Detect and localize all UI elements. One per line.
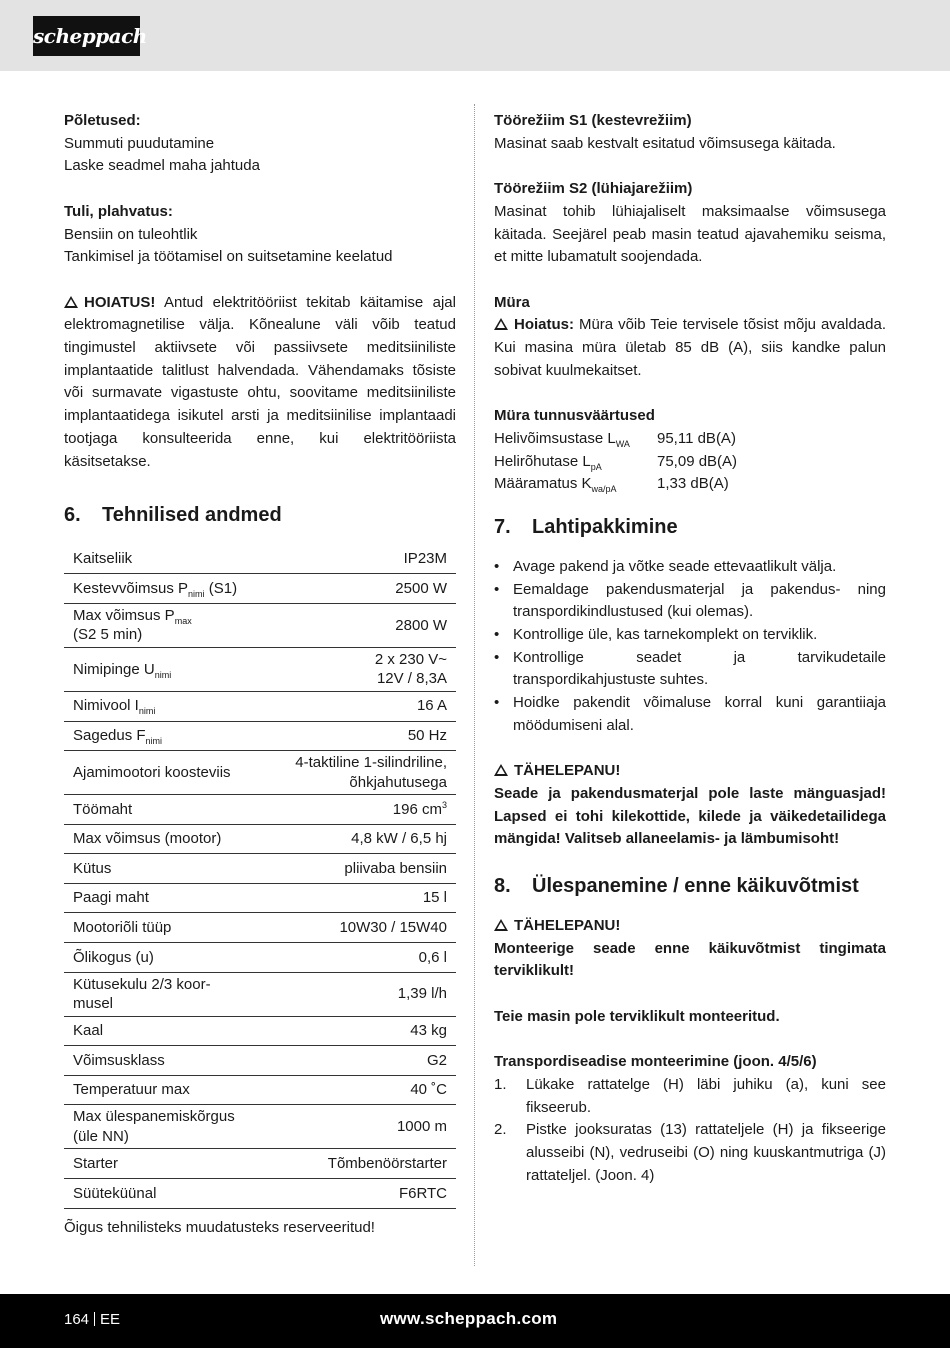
s1-text: Masinat saab kestvalt esitatud võimsusega käitada. [494, 134, 836, 152]
spec-label: Võimsusklass [64, 1046, 267, 1076]
noise-title: Müra [494, 293, 530, 311]
spec-row [64, 647, 456, 691]
spec-value: 2500 W [267, 574, 456, 604]
spec-row [64, 972, 456, 1016]
left-column [64, 110, 456, 1239]
not-assembled: Teie masin pole terviklikult monteeritud. [494, 1007, 780, 1025]
spec-row [64, 1105, 456, 1149]
spec-value: 4-taktiline 1-silindriline, õhkjahutusega [267, 751, 456, 795]
spec-label: Nimipinge $U_{nimi}$ [64, 647, 267, 691]
noise-label: Helivõimsustase $L_{WA}$ [494, 429, 630, 449]
spec-row [64, 574, 456, 604]
warning-icon [494, 919, 508, 931]
attention-2-text: Monteerige seade enne käikuvõtmist tingimata terviklikult! [494, 939, 886, 980]
spec-value: 196 $cm^3$ [267, 795, 456, 825]
spec-value: 1,39 l/h [267, 972, 456, 1016]
spec-row [64, 1046, 456, 1076]
spec-row [64, 1149, 456, 1179]
noise-row [494, 451, 737, 474]
spec-label: Kaitseliik [64, 544, 267, 574]
emf-warning [64, 292, 456, 474]
spec-value: Tõmbenöörstarter [267, 1149, 456, 1179]
spec-label: Kütus [64, 854, 267, 884]
spec-label: Starter [64, 1149, 267, 1179]
spec-row [64, 1075, 456, 1105]
steps-list [494, 1074, 886, 1188]
spec-value: pliivaba bensiin [267, 854, 456, 884]
section-6-heading: 6. Tehnilised andmed [64, 504, 282, 527]
burns-line: Summuti puudutamine [64, 134, 215, 152]
website-url: www.scheppach.com [380, 1309, 558, 1328]
spec-row [64, 943, 456, 973]
spec-row [64, 1016, 456, 1046]
spec-label: Max võimsus (mootor) [64, 824, 267, 854]
list-item: 2. Pistke jooksuratas (13) rattateljele (H) ja fikseerige alusseibi (N), vedruseibi (O) ning kuuskantmutriga (J) rattateljel. (Joon. 4) [494, 1121, 886, 1184]
page-footer [0, 1294, 950, 1348]
noise-table [494, 428, 737, 496]
right-column [494, 110, 886, 1187]
spec-label: Temperatuur max [64, 1075, 267, 1105]
burns-line: Laske seadmel maha jahtuda [64, 157, 260, 175]
noise-row [494, 473, 737, 496]
spec-label: Mootoriõli tüüp [64, 913, 267, 943]
spec-label: Max ülespanemiskõrgus (üle NN) [64, 1105, 267, 1149]
spec-label: Õlikogus (u) [64, 943, 267, 973]
spec-value: 10W30 / 15W40 [267, 913, 456, 943]
s1-title: Töörežiim S1 (kestevrežiim) [494, 112, 692, 129]
noise-label: Määramatus $K_{wa/pA}$ [494, 475, 617, 495]
attention-2: TÄHELEPANU! [494, 915, 886, 938]
spec-label: Töömaht [64, 795, 267, 825]
noise-value: 1,33 dB(A) [657, 475, 729, 493]
page-number: 164 EE [64, 1311, 121, 1328]
noise-value: 95,11 dB(A) [657, 429, 736, 447]
transport-title: Transpordiseadise monteerimine (joon. 4/5/6) [494, 1053, 817, 1071]
noise-value: 75,09 dB(A) [657, 452, 738, 470]
fire-title: Tuli, plahvatus: [64, 202, 173, 220]
spec-row [64, 721, 456, 751]
attention-1-text: Seade ja pakendusmaterjal pole laste mänguasjad! Lapsed ei tohi kilekottide, kilede ja väikedetailidega mängida! Valitseb allaneelamis- ja lämbumisoht! [494, 784, 886, 848]
spec-label: Kütusekulu 2/3 koor- musel [64, 972, 267, 1016]
spec-label: Paagi maht [64, 883, 267, 913]
fire-line: Bensiin on tuleohtlik [64, 225, 198, 243]
list-item: • Kontrollige seadet ja tarvikudetaile transpordikahjustuste suhtes. [494, 647, 886, 692]
spec-value: 15 l [267, 883, 456, 913]
spec-value: 50 Hz [267, 721, 456, 751]
spec-value: F6RTC [267, 1179, 456, 1209]
spec-row [64, 913, 456, 943]
attention-1: TÄHELEPANU! [494, 760, 886, 783]
noise-warning: Hoiatus: Müra võib Teie tervisele tõsist mõju avaldada. Kui masina müra ületab 85 dB (A), siis kandke palun sobivat kuulmekaitset. [494, 316, 886, 379]
spec-label: Ajamimootori koosteviis [64, 751, 267, 795]
list-item: • Kontrollige üle, kas tarnekomplekt on terviklik. [494, 624, 886, 647]
section-7-heading: 7. Lahtipakkimine [494, 515, 678, 538]
spec-table [64, 544, 456, 1208]
list-item: • Hoidke pakendit võimaluse korral kuni garantiiaja möödumiseni alal. [494, 692, 886, 737]
spec-value: 2 x 230 V~ 12V / 8,3A [267, 647, 456, 691]
scheppach-logo: scheppach [33, 16, 140, 56]
spec-row [64, 824, 456, 854]
warning-label: HOIATUS! [84, 293, 156, 311]
spec-row [64, 1179, 456, 1209]
spec-value: 0,6 l [267, 943, 456, 973]
spec-label: Nimivool $I_{nimi}$ [64, 691, 267, 721]
warning-icon [494, 318, 508, 330]
spec-row [64, 751, 456, 795]
unpack-list [494, 556, 886, 738]
spec-value: 43 kg [267, 1016, 456, 1046]
spec-value: 16 A [267, 691, 456, 721]
noise-values-title: Müra tunnusväärtused [494, 407, 655, 425]
column-divider [474, 104, 476, 1266]
warning-icon [494, 764, 508, 776]
spec-label: Süüteküünal [64, 1179, 267, 1209]
spec-label: Max võimsus $P_{max}$ (S2 5 min) [64, 603, 267, 647]
spec-row [64, 691, 456, 721]
noise-label: Helirõhutase $L_{pA}$ [494, 452, 602, 472]
spec-row [64, 544, 456, 574]
warning-text: Antud elektritööriist tekitab käitamise ajal elektromagnetilise välja. Kõnealune väli võib teatud tingimustel aktiivsete või passiivsete meditsiiniliste implantaatide talitlust halvendada. Vähendamaks tõsiste või surmavate vigastuste ohtu, soovitame meditsiiniliste implantaatidega isikutel arsti ja meditsiinilise implantaadi tootjaga konsulteerida enne, kui elektritööriista käsitsetakse. [64, 293, 456, 470]
page-header [0, 0, 950, 71]
footnote: Õigus tehnilisteks muudatusteks reserveeritud! [64, 1218, 375, 1236]
list-item: • Eemaldage pakendusmaterjal ja pakendus- ning transpordikindlustused (kui olemas). [494, 579, 886, 624]
spec-value: 1000 m [267, 1105, 456, 1149]
spec-value: 2800 W [267, 603, 456, 647]
burns-title: Põletused: [64, 112, 141, 129]
list-item: • Avage pakend ja võtke seade ettevaatlikult välja. [494, 556, 886, 579]
section-8-heading: 8. Ülespanemine / enne käikuvõtmist [494, 875, 859, 898]
spec-label: Sagedus $F_{nimi}$ [64, 721, 267, 751]
spec-label: Kaal [64, 1016, 267, 1046]
spec-row [64, 603, 456, 647]
spec-value: IP23M [267, 544, 456, 574]
spec-label: Kestevvõimsus $P_{nimi}$ (S1) [64, 574, 267, 604]
fire-line: Tankimisel ja töötamisel on suitsetamine keelatud [64, 248, 393, 266]
spec-row [64, 795, 456, 825]
list-item: 1. Lükake rattatelge (H) läbi juhiku (a), kuni see fikseerub. [494, 1075, 886, 1116]
s2-title: Töörežiim S2 (lühiajarežiim) [494, 180, 693, 198]
noise-row [494, 428, 737, 451]
spec-value: 4,8 kW / 6,5 hj [267, 824, 456, 854]
spec-row [64, 883, 456, 913]
spec-row [64, 854, 456, 884]
warning-icon [64, 296, 78, 308]
s2-text: Masinat tohib lühiajaliselt maksimaalse võimsusega käitada. Seejärel peab masin teatud ajavahemiku seisma, et mitte lubamatult soojendada. [494, 202, 886, 266]
spec-value: 40 ˚C [267, 1075, 456, 1105]
spec-value: G2 [267, 1046, 456, 1076]
